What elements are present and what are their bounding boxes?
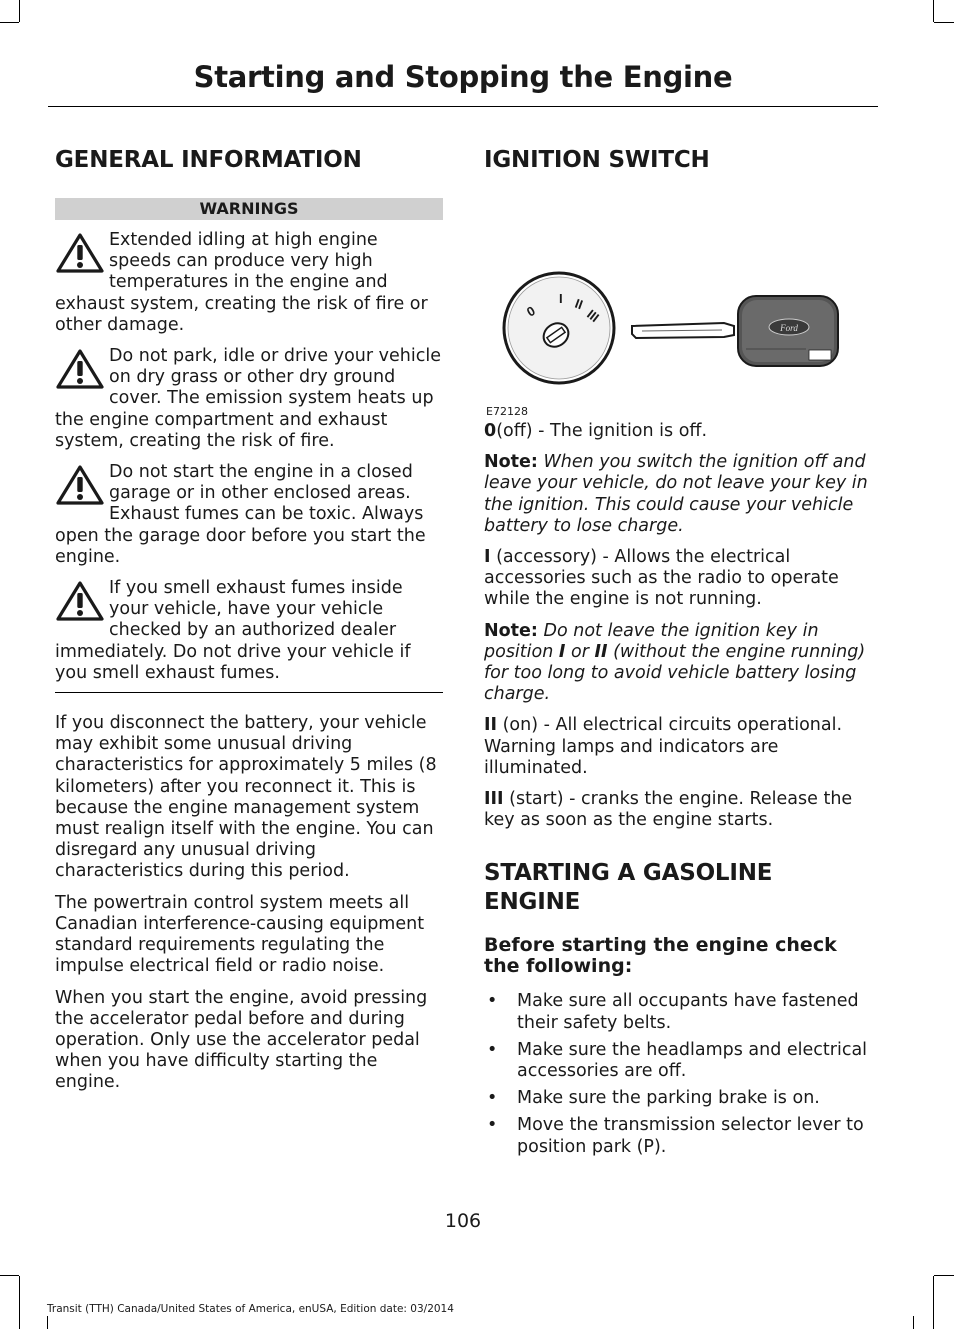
warning-text: If you smell exhaust fumes inside your vehicle, have your vehicle checked by an authorized dealer immediately. Do not drive your vehicle if you smell exhaust fumes. <box>55 578 411 683</box>
warning-text: Do not park, idle or drive your vehicle on dry grass or other dry ground cover. The emission system heats up the engine compartment and exhaust system, creating the risk of fire. <box>55 346 441 451</box>
warnings-end-rule <box>55 692 443 693</box>
ignition-figure <box>484 183 874 418</box>
page-title: Starting and Stopping the Engine <box>193 60 733 94</box>
body-paragraph: If you disconnect the battery, your vehicle may exhibit some unusual driving characteristics for approximately 5 miles (8 kilometers) after you reconnect it. This is because the engine management system must realign itself with the engine. You can disregard any unusual driving characteristics during this period. <box>55 713 437 882</box>
right-column <box>484 146 874 1164</box>
body-paragraph: The powertrain control system meets all Canadian interference-causing equipment standard requirements regulating the impulse electrical field or radio noise. <box>55 892 425 977</box>
starting-gasoline-heading: STARTING A GASOLINE ENGINE <box>484 860 773 916</box>
crop-mark <box>913 1316 914 1329</box>
crop-mark <box>19 0 20 22</box>
crop-mark <box>19 1276 20 1329</box>
warning-text: Extended idling at high engine speeds can produce very high temperatures in the engine and exhaust system, creating the risk of fire or other damage. <box>55 230 428 335</box>
general-information-heading: GENERAL INFORMATION <box>55 147 362 173</box>
ignition-switch-illustration <box>484 183 874 393</box>
left-column <box>55 146 443 1104</box>
title-rule <box>48 106 878 107</box>
checklist <box>484 991 874 1157</box>
warning-item <box>55 462 443 568</box>
crop-mark <box>934 22 954 23</box>
figure-label: E72128 <box>486 405 528 418</box>
warning-text: Do not start the engine in a closed garage or in other enclosed areas. Exhaust fumes can be toxic. Always open the garage door before you start the engine. <box>55 462 426 567</box>
crop-mark <box>0 22 19 23</box>
crop-mark <box>934 1275 954 1276</box>
ignition-switch-heading: IGNITION SWITCH <box>484 147 710 173</box>
warning-triangle-icon <box>55 464 105 506</box>
ignition-off-item: 0(off) - The ignition is off. <box>484 421 708 441</box>
crop-mark <box>47 1316 48 1329</box>
svg-text:Ford: Ford <box>780 323 798 333</box>
warning-triangle-icon <box>55 232 105 274</box>
warning-triangle-icon <box>55 580 105 622</box>
list-item: • Move the transmission selector lever to position park (P). <box>487 1115 864 1157</box>
checklist-subheading: Before starting the engine check the following: <box>484 934 837 978</box>
ignition-accessory-item: I (accessory) - Allows the electrical accessories such as the radio to operate while the engine is not running. <box>484 547 839 610</box>
crop-mark <box>933 1276 934 1329</box>
list-item: • Make sure the headlamps and electrical accessories are off. <box>487 1039 868 1082</box>
warning-item <box>55 346 443 452</box>
body-paragraph: When you start the engine, avoid pressing the accelerator pedal before and during operation. Only use the accelerator pedal when you have difficulty starting the engine. <box>55 987 428 1093</box>
ignition-start-item: III (start) - cranks the engine. Release the key as soon as the engine starts. <box>484 789 853 831</box>
list-item: • Make sure all occupants have fastened their safety belts. <box>487 991 859 1033</box>
switch-mark-0: 0 <box>524 302 538 320</box>
switch-mark-iii: III <box>584 306 602 326</box>
switch-mark-i: I <box>559 291 563 306</box>
page-number: 106 <box>444 1210 482 1232</box>
crop-mark <box>933 0 934 22</box>
list-item: • Make sure the parking brake is on. <box>487 1088 820 1109</box>
crop-mark <box>0 1275 19 1276</box>
note-ignition-position: Note: Do not leave the ignition key in position I or II (without the engine running) for too long to avoid vehicle battery losing charge. <box>484 620 866 705</box>
warnings-bar: WARNINGS <box>55 198 443 220</box>
footer-edition: Transit (TTH) Canada/United States of America, enUSA, Edition date: 03/2014 <box>47 1303 454 1315</box>
switch-mark-ii: II <box>572 295 585 313</box>
ignition-on-item: II (on) - All electrical circuits operational. Warning lamps and indicators are illuminated. <box>484 715 843 778</box>
warning-item <box>55 230 443 336</box>
key-button <box>809 350 831 360</box>
note-ignition-off: Note: When you switch the ignition off and leave your vehicle, do not leave your key in the ignition. This could cause your vehicle battery to lose charge. <box>484 452 868 536</box>
warning-triangle-icon <box>55 348 105 390</box>
warning-item <box>55 578 443 684</box>
